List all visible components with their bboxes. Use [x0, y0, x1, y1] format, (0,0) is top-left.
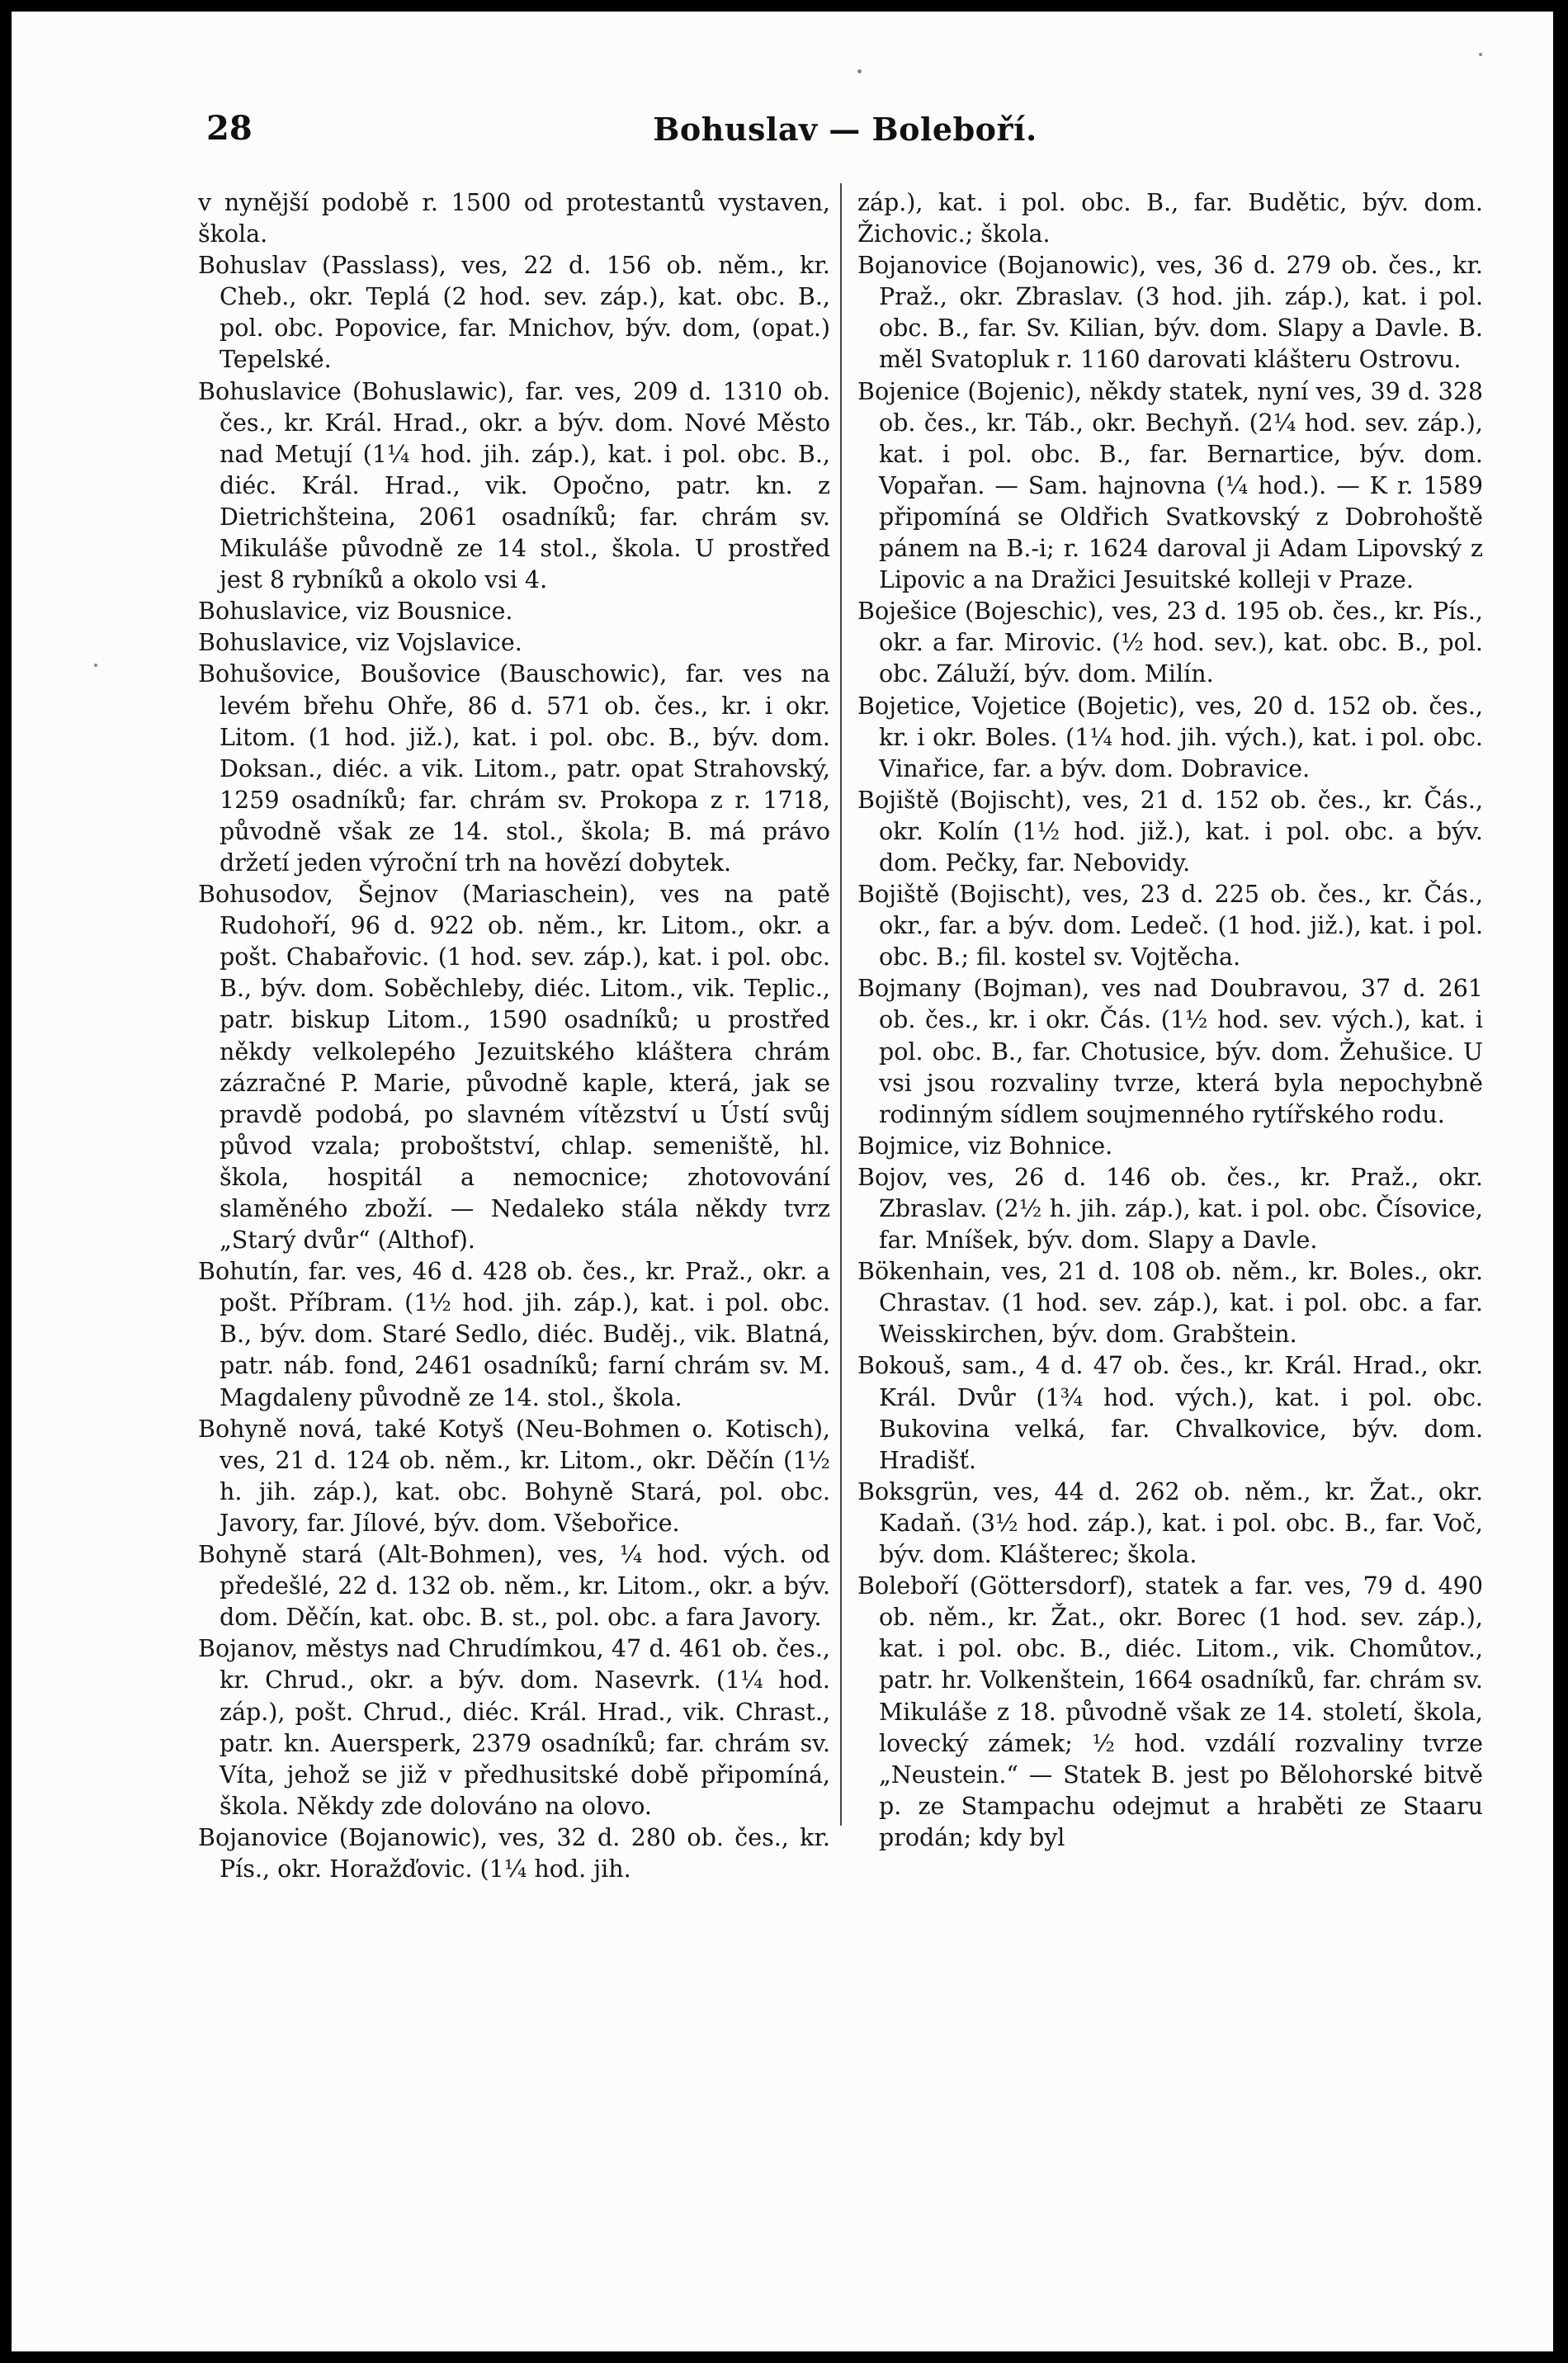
entry-bolebori: Boleboří (Göttersdorf), statek a far. ves, 79 d. 490 ob. něm., kr. Žat., okr. Borec (1 hod. sev. záp.), kat. i pol. obc. B., diéc. Litom., vik. Chomůtov., patr. hr. Volkenštein, 1664 osadníků, far. chrám sv. Mikuláše z 18. původně však ze 14. století, škola, lovecký zámek; ½ hod. vzdálí rozvaliny tvrze „Neustein.“ — Statek B. jest po Bělohorské bitvě p. ze Stampachu odejmut a hraběti ze Staaru prodán; kdy byl	[857, 1572, 1483, 1851]
entry-continuation: záp.), kat. i pol. obc. B., far. Budětic, býv. dom. Žichovic.; škola.	[857, 189, 1483, 248]
entry-bohutin: Bohutín, far. ves, 46 d. 428 ob. čes., kr. Praž., okr. a pošt. Příbram. (1½ hod. jih. záp.), kat. i pol. obc. B., býv. dom. Staré Sedlo, diéc. Buděj., vik. Blatná, patr. náb. fond, 2461 osadníků; farní chrám sv. M. Magdaleny původně ze 14. stol., škola.	[198, 1258, 830, 1411]
page-number: 28	[206, 109, 253, 148]
entry-bojenice: Bojenice (Bojenic), někdy statek, nyní ves, 39 d. 328 ob. čes., kr. Táb., okr. Bechyň. (2¼ hod. sev. záp.), kat. i pol. obc. B., far. Bernartice, býv. dom. Vopařan. — Sam. hajnovna (¼ hod.). — K r. 1589 připomíná se Oldřich Svatkovský z Dobrohoště pánem na B.-i; r. 1624 daroval ji Adam Lipovský z Lipovic a na Dražici Jesuitské kolleji v Praze.	[857, 377, 1483, 594]
column-divider	[840, 183, 842, 1826]
ink-speck	[94, 664, 97, 667]
entry-bojov: Bojov, ves, 26 d. 146 ob. čes., kr. Praž., okr. Zbraslav. (2½ h. jih. záp.), kat. i pol. obc. Čísovice, far. Mníšek, býv. dom. Slapy a Davle.	[857, 1163, 1483, 1255]
entry-continuation: v nynější podobě r. 1500 od protestantů vystaven, škola.	[198, 189, 830, 248]
entry-bohuslavice-vojslavice: Bohuslavice, viz Vojslavice.	[198, 629, 522, 657]
entry-boksgrun: Boksgrün, ves, 44 d. 262 ob. něm., kr. Žat., okr. Kadaň. (3½ hod. záp.), kat. i pol. obc. B., far. Voč, býv. dom. Klášterec; škola.	[857, 1477, 1483, 1569]
entry-bohuslavice-bousnice: Bohuslavice, viz Bousnice.	[198, 598, 513, 626]
book-page	[12, 12, 1553, 2351]
ink-speck	[1479, 53, 1482, 56]
entry-bohyne-nova: Bohyně nová, také Kotyš (Neu-Bohmen o. Kotisch), ves, 21 d. 124 ob. něm., kr. Litom., okr. Děčín (1½ h. jih. záp.), kat. obc. Bohyně Stará, pol. obc. Javory, far. Jílové, býv. dom. Všebořice.	[198, 1415, 830, 1537]
entry-bojesice: Boješice (Bojeschic), ves, 23 d. 195 ob. čes., kr. Pís., okr. a far. Mirovic. (½ hod. sev.), kat. obc. B., pol. obc. Záluží, býv. dom. Milín.	[857, 598, 1483, 688]
entry-bojiste-2: Bojiště (Bojischt), ves, 23 d. 225 ob. čes., kr. Čás., okr., far. a býv. dom. Ledeč. (1 hod. již.), kat. i pol. obc. B.; fil. kostel sv. Vojtěcha.	[857, 881, 1483, 971]
entry-bojanovice-2: Bojanovice (Bojanowic), ves, 36 d. 279 ob. čes., kr. Praž., okr. Zbraslav. (3 hod. jih. záp.), kat. i pol. obc. B., far. Sv. Kilian, býv. dom. Slapy a Davle. B. měl Svatopluk r. 1160 darovati klášteru Ostrovu.	[857, 252, 1483, 374]
entry-bohuslav: Bohuslav (Passlass), ves, 22 d. 156 ob. něm., kr. Cheb., okr. Teplá (2 hod. sev. záp.), kat. obc. B., pol. obc. Popovice, far. Mnichov, býv. dom, (opat.) Tepelské.	[198, 252, 830, 374]
left-column	[198, 187, 830, 2292]
entry-bohusovice: Bohušovice, Boušovice (Bauschowic), far. ves na levém břehu Ohře, 86 d. 571 ob. čes., kr. i okr. Litom. (1 hod. již.), kat. i pol. obc. B., býv. dom. Doksan., diéc. a vik. Litom., patr. opat Strahovský, 1259 osadníků; far. chrám sv. Prokopa z r. 1718, původně však ze 14. stol., škola; B. má právo držetí jeden výroční trh na hovězí dobytek.	[198, 660, 830, 877]
entry-bojiste-1: Bojiště (Bojischt), ves, 21 d. 152 ob. čes., kr. Čás., okr. Kolín (1½ hod. již.), kat. i pol. obc. a býv. dom. Pečky, far. Nebovidy.	[857, 786, 1483, 877]
entry-bohyne-stara: Bohyně stará (Alt-Bohmen), ves, ¼ hod. vých. od předešlé, 22 d. 132 ob. něm., kr. Litom., okr. a býv. dom. Děčín, kat. obc. B. st., pol. obc. a fara Javory.	[198, 1541, 830, 1632]
entry-bojanovice: Bojanovice (Bojanowic), ves, 32 d. 280 ob. čes., kr. Pís., okr. Horažďovic. (1¼ hod. jih.	[198, 1823, 830, 1883]
entry-bohusodov: Bohusodov, Šejnov (Mariaschein), ves na patě Rudohoří, 96 d. 922 ob. něm., kr. Litom., okr. a pošt. Chabařovic. (1 hod. sev. záp.), kat. i pol. obc. B., býv. dom. Soběchleby, diéc. Litom., vik. Teplic., patr. biskup Litom., 1590 osadníků; u prostřed někdy velkolepého Jezuitského kláštera chrám zázračné P. Marie, původně kaple, která, jak se pravdě podobá, po slavném vítězství u Ústí svůj původ vzala; proboštství, chlap. semeniště, hl. škola, hospitál a nemocnice; zhotovování slaměného zboží. — Nedaleko stála někdy tvrz „Starý dvůr“ (Althof).	[198, 881, 830, 1255]
entry-bohuslavice: Bohuslavice (Bohuslawic), far. ves, 209 d. 1310 ob. čes., kr. Král. Hrad., okr. a býv. dom. Nové Město nad Metují (1¼ hod. jih. záp.), kat. i pol. obc. B., diéc. Král. Hrad., vik. Opočno, patr. kn. z Dietrichšteina, 2061 osadníků; far. chrám sv. Mikuláše původně ze 14 stol., škola. U prostřed jest 8 rybníků a okolo vsi 4.	[198, 377, 830, 594]
running-head: Bohuslav — Boleboří.	[653, 111, 1037, 148]
page-header	[206, 109, 1484, 158]
entry-bokous: Bokouš, sam., 4 d. 47 ob. čes., kr. Král. Hrad., okr. Král. Dvůr (1¾ hod. vých.), kat. i pol. obc. Bukovina velká, far. Chvalkovice, býv. dom. Hradišť.	[857, 1352, 1483, 1474]
entry-bojanov: Bojanov, městys nad Chrudímkou, 47 d. 461 ob. čes., kr. Chrud., okr. a býv. dom. Nasevrk. (1¼ hod. záp.), pošt. Chrud., diéc. Král. Hrad., vik. Chrast., patr. kn. Auersperk, 2379 osadníků; far. chrám sv. Víta, jehož se již v předhusitské době připomíná, škola. Někdy zde dolováno na olovo.	[198, 1635, 830, 1820]
right-column	[857, 187, 1483, 2292]
entry-bojmice: Bojmice, viz Bohnice.	[857, 1132, 1113, 1160]
ink-speck	[857, 69, 862, 73]
entry-bokenhain: Bökenhain, ves, 21 d. 108 ob. něm., kr. Boles., okr. Chrastav. (1 hod. sev. záp.), kat. i pol. obc. a far. Weisskirchen, býv. dom. Grabštein.	[857, 1258, 1483, 1349]
entry-bojmany: Bojmany (Bojman), ves nad Doubravou, 37 d. 261 ob. čes., kr. i okr. Čás. (1½ hod. sev. vých.), kat. i pol. obc. B., far. Chotusice, býv. dom. Žehušice. U vsi jsou rozvaliny tvrze, která byla nepochybně rodinným sídlem soujmenného rytířského rodu.	[857, 975, 1483, 1128]
entry-bojetice: Bojetice, Vojetice (Bojetic), ves, 20 d. 152 ob. čes., kr. i okr. Boles. (1¼ hod. jih. vých.), kat. i pol. obc. Vinařice, far. a býv. dom. Dobravice.	[857, 692, 1483, 782]
